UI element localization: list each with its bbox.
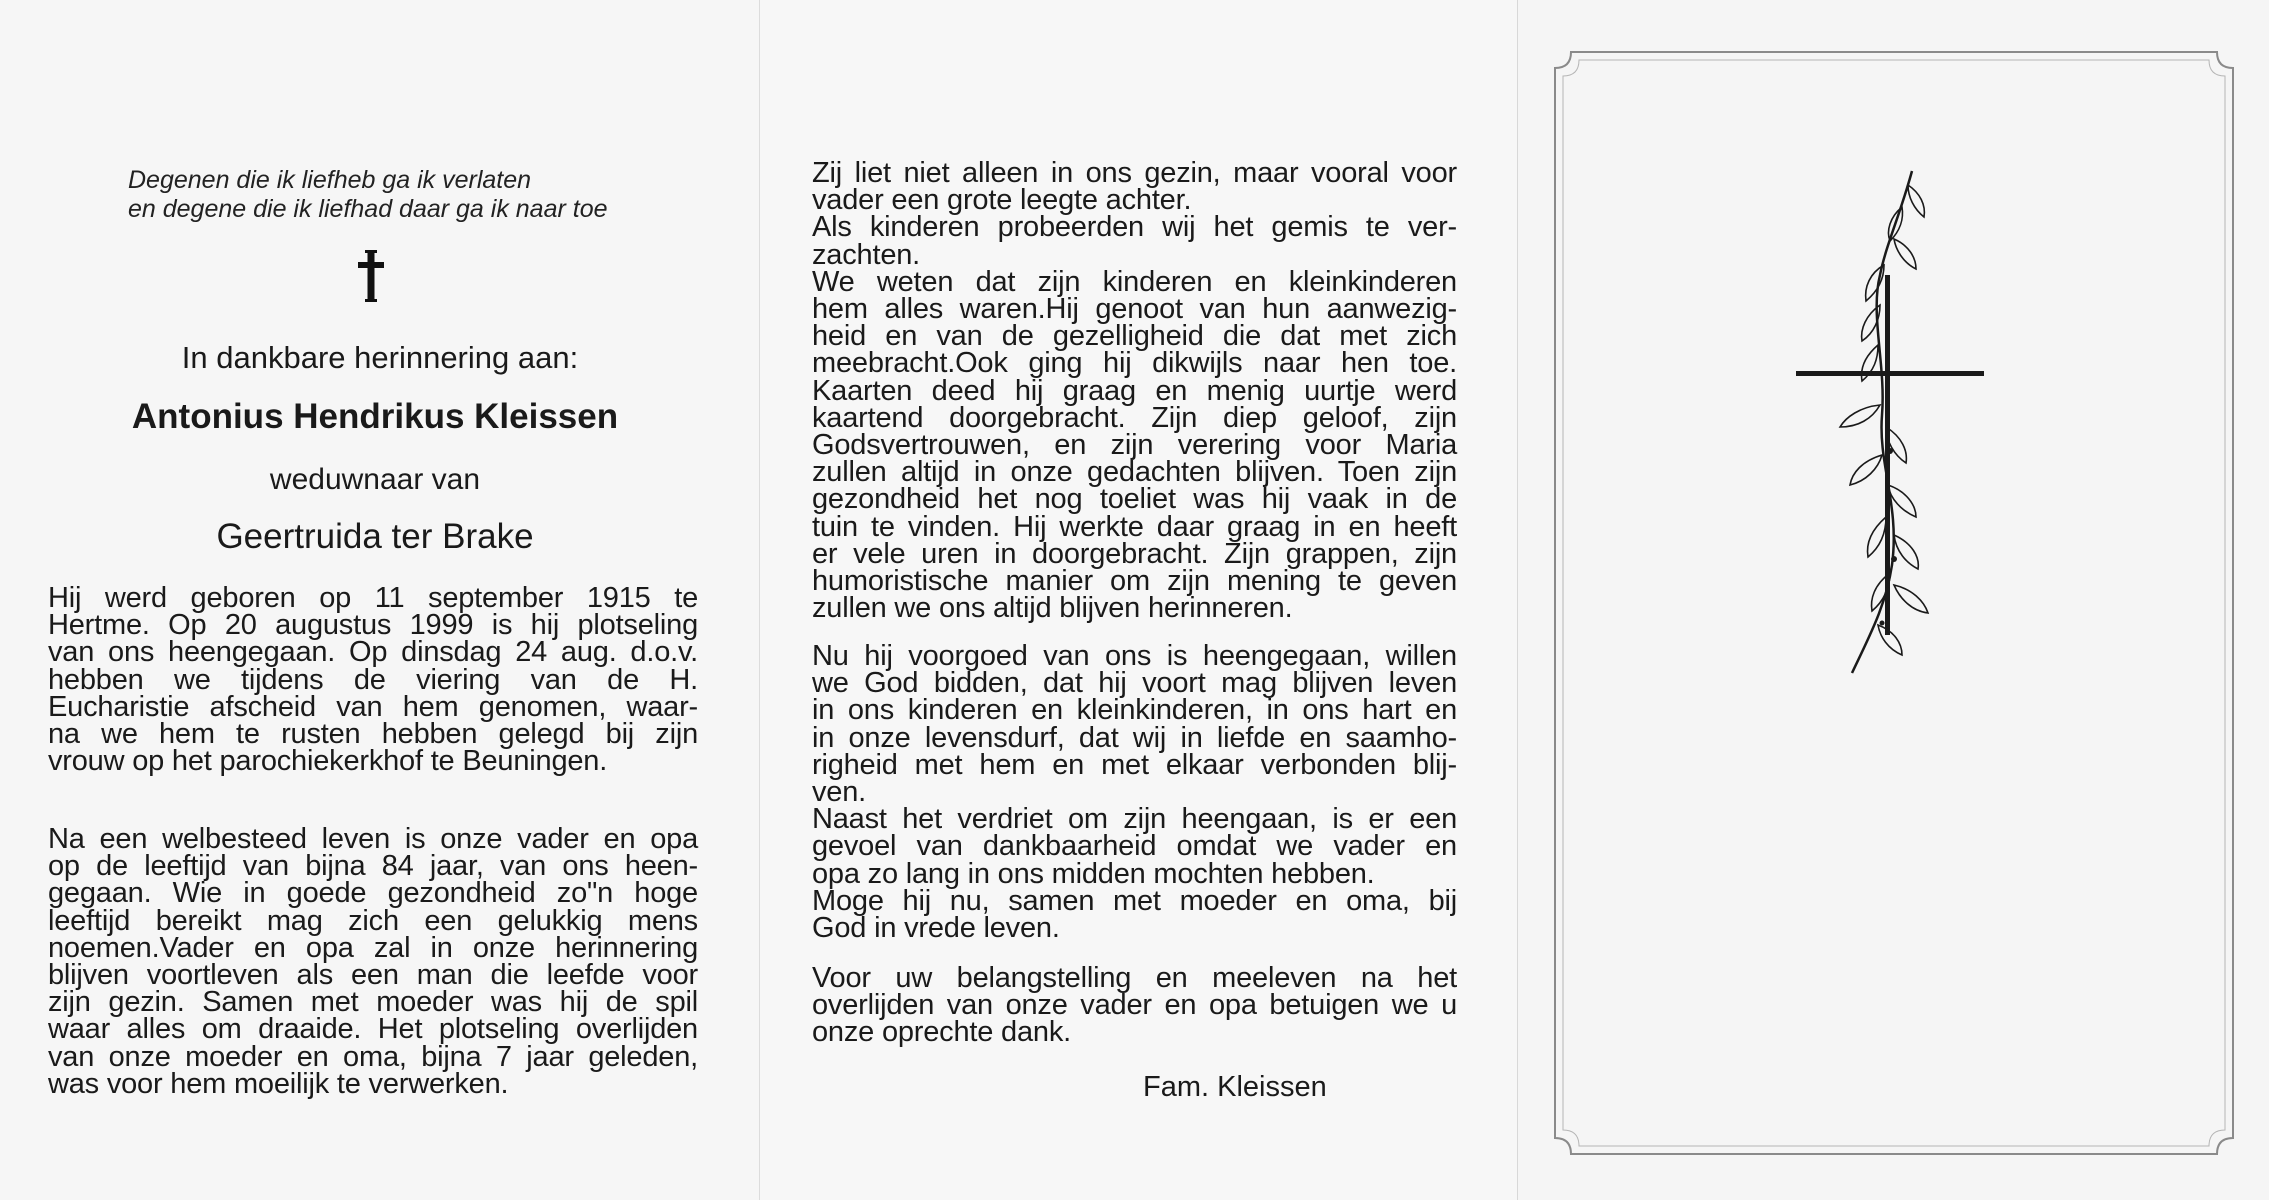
text-line: in ons kinderen en kleinkinderen, in ons hart en [812, 694, 1457, 727]
text-line: gegaan. Wie in goede gezondheid zo"n hoge [48, 877, 698, 910]
text-line: leeftijd bereikt mag zich een gelukkig mens [48, 904, 698, 937]
text-line: op de leeftijd van bijna 84 jaar, van ons heen- [48, 850, 698, 883]
text-line: We weten dat zijn kinderen en kleinkinderen [812, 265, 1457, 298]
text-line: righeid met hem en met elkaar verbonden blij- [812, 748, 1457, 781]
text-line: Moge hij nu, samen met moeder en oma, bij [812, 884, 1457, 917]
text-line: vader een grote leegte achter. [812, 184, 1192, 217]
text-line: noemen.Vader en opa zal in onze herinnering [48, 931, 698, 964]
text-line: heid en van de gezelligheid die dat met zich [812, 320, 1457, 353]
text-line: er vele uren in doorgebracht. Zijn grappen, zijn [812, 537, 1457, 570]
deceased-name: Antonius Hendrikus Kleissen [131, 397, 619, 436]
text-line: Voor uw belangstelling en meeleven na het [812, 962, 1457, 994]
text-line: Eucharistie afscheid van hem genomen, waar- [48, 690, 698, 723]
text-line: we God bidden, dat hij voort mag blijven leven [812, 667, 1457, 700]
text-line: Naast het verdriet om zijn heengaan, is er een [812, 803, 1457, 836]
memory-paragraph [812, 157, 1457, 625]
text-line: humoristische manier om zijn mening te geven [812, 565, 1457, 598]
text-line: zullen we ons altijd blijven herinneren. [812, 592, 1293, 625]
text-line: vrouw op het parochiekerkhof te Beuningen. [48, 745, 608, 778]
prayer-paragraph [812, 640, 1457, 945]
text-line: Als kinderen probeerden wij het gemis te ver- [812, 211, 1457, 244]
text-line: ven. [812, 776, 867, 809]
life-paragraph [48, 823, 698, 1100]
thanks-paragraph [812, 962, 1457, 1049]
family-signature: Fam. Kleissen [1143, 1071, 1327, 1103]
left-panel [0, 0, 760, 1200]
text-line: gezondheid het nog toeliet was hij vaak in de [812, 483, 1457, 516]
text-line: onze oprechte dank. [812, 1016, 1071, 1049]
spouse-name: Geertruida ter Brake [216, 517, 534, 556]
text-line: blijven voortleven als een man die leefde voor [48, 959, 698, 992]
text-line: na we hem te rusten hebben gelegd bij zijn [48, 718, 698, 751]
text-line: meebracht.Ook ging hij dikwijls naar hen toe. [812, 347, 1457, 380]
text-line: Hij werd geboren op 11 september 1915 te [48, 582, 698, 614]
text-line: zijn gezin. Samen met moeder was hij de spil [48, 986, 698, 1019]
motto [128, 166, 688, 224]
cross-with-olive-branch-icon [1790, 165, 1990, 685]
text-line: opa zo lang in ons midden mochten hebben. [812, 857, 1375, 890]
text-line: God in vrede leven. [812, 912, 1060, 945]
text-line: was voor hem moeilijk te verwerken. [48, 1067, 509, 1100]
text-line: waar alles om draaide. Het plotseling overlijden [48, 1013, 698, 1046]
text-line: van onze moeder en oma, bijna 7 jaar geleden, [48, 1040, 698, 1073]
text-line: hebben we tijdens de viering van de H. [48, 663, 698, 696]
text-line: zachten. [812, 238, 921, 271]
text-line: zullen altijd in onze gedachten blijven. Toen zijn [812, 456, 1457, 489]
text-line: tuin te vinden. Hij werkte daar graag in en heeft [812, 510, 1457, 543]
text-line: van ons heengegaan. Op dinsdag 24 aug. d.o.v. [48, 636, 698, 669]
text-line: Zij liet niet alleen in ons gezin, maar vooral voor [812, 157, 1457, 189]
text-line: Kaarten deed hij graag en menig uurtje werd [812, 374, 1457, 407]
text-line: Hertme. Op 20 augustus 1999 is hij plotseling [48, 609, 698, 642]
text-line: hem alles waren.Hij genoot van hun aanwezig- [812, 293, 1457, 326]
motto-line: en degene die ik liefhad daar ga ik naar toe [128, 195, 608, 223]
latin-cross-icon [356, 248, 386, 304]
text-line: Na een welbesteed leven is onze vader en opa [48, 823, 698, 855]
text-line: Nu hij voorgoed van ons is heengegaan, willen [812, 640, 1457, 672]
intro-text: In dankbare herinnering aan: [181, 340, 579, 375]
text-line: gevoel van dankbaarheid omdat we vader en [812, 830, 1457, 863]
motto-line: Degenen die ik liefheb ga ik verlaten [128, 166, 532, 194]
text-line: overlijden van onze vader en opa betuigen we u [812, 989, 1457, 1022]
biography-paragraph [48, 582, 698, 778]
widower-label: weduwnaar van [269, 463, 481, 496]
text-line: in onze levensdurf, dat wij in liefde en saamho- [812, 721, 1457, 754]
text-line: kaartend doorgebracht. Zijn diep geloof, zijn [812, 401, 1457, 434]
text-line: Godsvertrouwen, en zijn verering voor Maria [812, 429, 1457, 462]
